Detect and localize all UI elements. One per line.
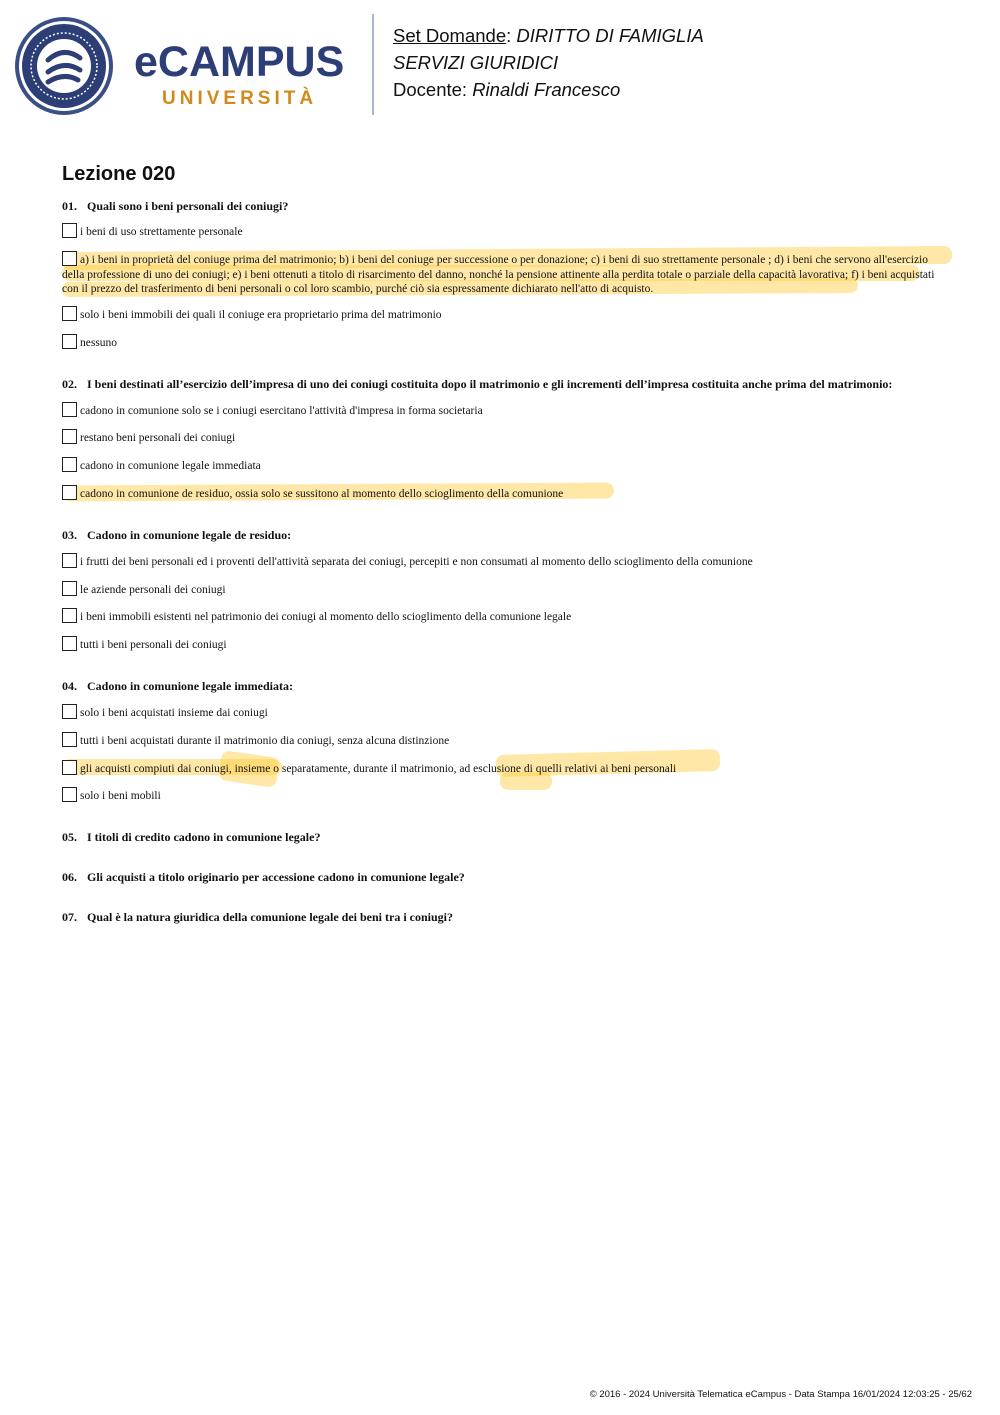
answer-checkbox[interactable] [62,704,77,719]
question-text: Qual è la natura giuridica della comunione legale dei beni tra i coniugi? [87,910,454,924]
answer-option[interactable] [62,638,942,653]
question-number: 07. [62,910,77,924]
answer-text: i frutti dei beni personali ed i proventi dell'attività separata dei coniugi, percepiti e non consumati al momento dello scioglimento della comunione [80,556,753,568]
page-footer: © 2016 - 2024 Università Telematica eCampus - Data Stampa 16/01/2024 12:03:25 - 25/62 [589,1389,972,1400]
answer-text: restano beni personali dei coniugi [80,432,236,444]
answer-checkbox[interactable] [62,608,77,623]
course-info: Set Domande: DIRITTO DI FAMIGLIA SERVIZI GIURIDICI Docente: Rinaldi Francesco [393,25,704,100]
answer-checkbox[interactable] [62,334,77,349]
answer-option[interactable] [62,253,942,297]
ecampus-logo [14,16,359,116]
answer-checkbox[interactable] [62,636,77,651]
docente-label: Docente: [393,79,468,100]
answer-text: tutti i beni personali dei coniugi [80,639,227,651]
answer-text: i beni di uso strettamente personale [80,226,243,238]
question-07 [62,910,453,925]
answer-checkbox[interactable] [62,429,77,444]
logo-wordmark: eCAMPUS [134,38,345,86]
answer-text: cadono in comunione de residuo, ossia solo se sussitono al momento dello scioglimento della comunione [80,488,564,500]
answer-checkbox[interactable] [62,306,77,321]
answer-option[interactable] [62,706,942,721]
lesson-title: Lezione 020 [62,163,176,185]
question-text: Cadono in comunione legale immediata: [87,679,293,693]
question-06 [62,870,465,885]
answer-option[interactable] [62,762,942,777]
answer-option[interactable] [62,734,942,749]
answer-text: tutti i beni acquistati durante il matrimonio dia coniugi, senza alcuna distinzione [80,735,450,747]
docente-value: Rinaldi Francesco [472,79,621,100]
question-number: 01. [62,199,77,213]
answer-text: i beni immobili esistenti nel patrimonio dei coniugi al momento dello scioglimento della comunione legale [80,611,572,623]
answer-checkbox[interactable] [62,402,77,417]
answer-text: solo i beni acquistati insieme dai coniugi [80,707,268,719]
answer-text: nessuno [80,337,118,349]
question-02 [62,377,962,392]
answer-option[interactable] [62,487,942,502]
answer-text: le aziende personali dei coniugi [80,584,226,596]
answer-text: cadono in comunione solo se i coniugi esercitano l'attività d'impresa in forma societaria [80,405,483,417]
answer-checkbox[interactable] [62,760,77,775]
answer-option[interactable] [62,308,942,323]
question-05 [62,830,320,845]
set-value-line2: SERVIZI GIURIDICI [393,52,559,73]
question-number: 02. [62,377,77,391]
answer-option[interactable] [62,225,942,240]
answer-checkbox[interactable] [62,553,77,568]
answer-text: gli acquisti compiuti dai coniugi, insieme o separatamente, durante il matrimonio, ad esclusione di quelli relativi ai beni personali [80,763,677,775]
set-value: DIRITTO DI FAMIGLIA [516,25,704,46]
question-03 [62,528,291,543]
question-text: Cadono in comunione legale de residuo: [87,528,292,542]
question-number: 06. [62,870,77,884]
answer-option[interactable] [62,459,942,474]
answer-option[interactable] [62,404,942,419]
answer-text: solo i beni mobili [80,790,161,802]
answer-text: a) i beni in proprietà del coniuge prima del matrimonio; b) i beni del coniuge per successione o per donazione; c) i beni di suo strettamente personale ; d) i beni che servono all'esercizio della professione di uno dei coniugi; e) i beni ottenuti a titolo di risarcimento del danno, nonché la pensione attinente alla perdita totale o parziale della capacità lavorativa; f) i beni acquistati con il prezzo del trasferimento di beni personali o col loro scambio, purché ciò sia espressamente dichiarato nell'atto di acquisto. [62,254,935,295]
question-text: I beni destinati all’esercizio dell’impresa di uno dei coniugi costituita dopo il matrimonio e gli incrementi dell’impresa costituita anche prima del matrimonio: [87,377,893,391]
question-text: Quali sono i beni personali dei coniugi? [87,199,289,213]
question-04 [62,679,293,694]
answer-checkbox[interactable] [62,581,77,596]
question-number: 04. [62,679,77,693]
question-01 [62,199,288,214]
question-number: 05. [62,830,77,844]
header-divider [372,14,374,115]
answer-checkbox[interactable] [62,485,77,500]
answer-option[interactable] [62,431,942,446]
university-seal-icon [14,16,114,116]
answer-checkbox[interactable] [62,732,77,747]
question-text: I titoli di credito cadono in comunione legale? [87,830,321,844]
answer-checkbox[interactable] [62,787,77,802]
answer-text: solo i beni immobili dei quali il coniuge era proprietario prima del matrimonio [80,309,442,321]
logo-subtitle: UNIVERSITÀ [162,88,318,109]
page-header [0,0,1000,130]
answer-option[interactable] [62,555,942,570]
question-number: 03. [62,528,77,542]
set-label: Set Domande [393,25,507,46]
answer-checkbox[interactable] [62,251,77,266]
answer-checkbox[interactable] [62,457,77,472]
question-text: Gli acquisti a titolo originario per accessione cadono in comunione legale? [87,870,465,884]
answer-text: cadono in comunione legale immediata [80,460,261,472]
answer-option[interactable] [62,789,942,804]
answer-option[interactable] [62,610,942,625]
answer-checkbox[interactable] [62,223,77,238]
answer-option[interactable] [62,583,942,598]
answer-option[interactable] [62,336,942,351]
